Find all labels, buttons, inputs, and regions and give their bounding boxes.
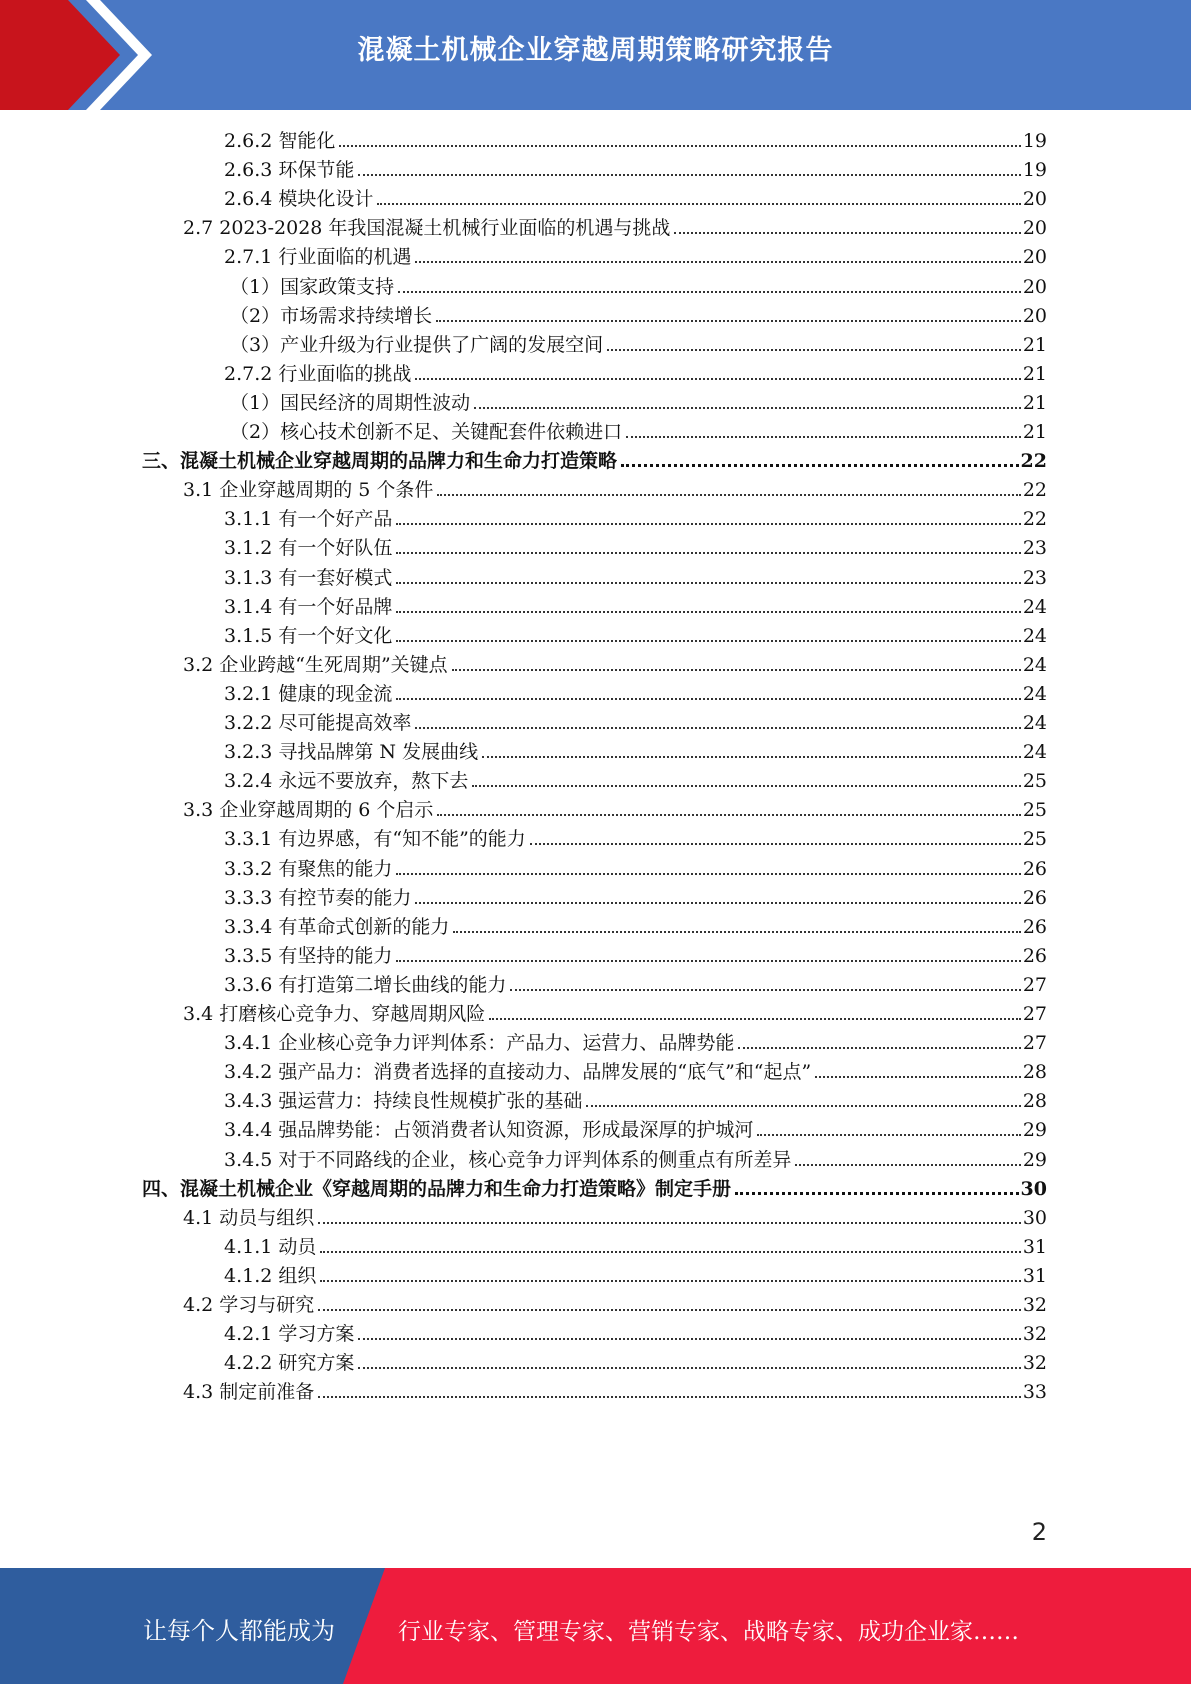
toc-dot-leader <box>320 1280 1020 1282</box>
toc-entry-page: 24 <box>1022 654 1047 676</box>
toc-entry-title: 4.2.1 学习方案 <box>224 1323 355 1345</box>
toc-entry-page: 22 <box>1022 479 1047 501</box>
toc-entry-page: 20 <box>1022 217 1047 239</box>
toc-entry-page: 26 <box>1022 858 1047 880</box>
toc-entry-page: 31 <box>1022 1236 1047 1258</box>
toc-dot-leader <box>626 436 1021 438</box>
toc-entry-page: 26 <box>1022 916 1047 938</box>
toc-entry-page: 21 <box>1022 392 1047 414</box>
toc-entry-title: （2）市场需求持续增长 <box>230 305 433 327</box>
toc-entry[interactable] <box>183 214 1047 242</box>
toc-entry[interactable] <box>224 1349 1047 1377</box>
toc-dot-leader <box>396 960 1020 962</box>
toc-dot-leader <box>320 1251 1020 1253</box>
toc-entry[interactable] <box>224 243 1047 271</box>
toc-entry-title: 3.3.1 有边界感，有“知不能”的能力 <box>224 828 526 850</box>
toc-entry-page: 20 <box>1022 305 1047 327</box>
toc-entry[interactable] <box>183 476 1047 504</box>
toc-entry[interactable] <box>183 1378 1047 1406</box>
toc-entry[interactable] <box>224 593 1047 621</box>
toc-entry[interactable] <box>142 1175 1047 1203</box>
toc-entry[interactable] <box>224 855 1047 883</box>
toc-entry-page: 21 <box>1022 421 1047 443</box>
toc-dot-leader <box>415 378 1020 380</box>
toc-entry[interactable] <box>224 1320 1047 1348</box>
toc-dot-leader <box>415 902 1020 904</box>
toc-dot-leader <box>398 291 1021 293</box>
toc-entry-page: 30 <box>1020 1178 1047 1200</box>
toc-entry-title: 3.3.4 有革命式创新的能力 <box>224 916 450 938</box>
toc-entry[interactable] <box>224 185 1047 213</box>
toc-entry-page: 33 <box>1022 1381 1047 1403</box>
toc-entry-page: 32 <box>1022 1294 1047 1316</box>
toc-entry-title: 3.2 企业跨越“生死周期”关键点 <box>183 654 448 676</box>
toc-entry-page: 28 <box>1022 1061 1047 1083</box>
toc-dot-leader <box>318 1309 1021 1311</box>
toc-entry-page: 27 <box>1022 974 1047 996</box>
toc-entry-title: （3）产业升级为行业提供了广阔的发展空间 <box>230 334 604 356</box>
toc-entry-page: 25 <box>1022 799 1047 821</box>
toc-entry-page: 30 <box>1022 1207 1047 1229</box>
toc-dot-leader <box>339 145 1020 147</box>
toc-entry-title: 3.4.2 强产品力：消费者选择的直接动力、品牌发展的“底气”和“起点” <box>224 1061 812 1083</box>
toc-entry-page: 23 <box>1022 567 1047 589</box>
toc-dot-leader <box>358 1367 1020 1369</box>
toc-entry-page: 23 <box>1022 537 1047 559</box>
toc-entry[interactable] <box>142 447 1047 475</box>
toc-entry-page: 32 <box>1022 1352 1047 1374</box>
toc-entry-title: （2）核心技术创新不足、关键配套件依赖进口 <box>230 421 623 443</box>
toc-dot-leader <box>489 1018 1021 1020</box>
toc-entry-page: 25 <box>1022 770 1047 792</box>
toc-entry-title: 3.3 企业穿越周期的 6 个启示 <box>183 799 434 821</box>
toc-entry-page: 19 <box>1022 159 1047 181</box>
toc-dot-leader <box>318 1396 1021 1398</box>
toc-dot-leader <box>396 611 1020 613</box>
toc-entry-title: 3.1.3 有一套好模式 <box>224 567 393 589</box>
toc-entry-page: 29 <box>1022 1149 1047 1171</box>
page-footer <box>0 1568 1191 1684</box>
toc-entry[interactable] <box>230 273 1047 301</box>
toc-entry-page: 32 <box>1022 1323 1047 1345</box>
toc-dot-leader <box>452 669 1021 671</box>
toc-dot-leader <box>738 1047 1020 1049</box>
toc-entry-title: 2.7.2 行业面临的挑战 <box>224 363 412 385</box>
footer-slogan-left: 让每个人都能成为 <box>143 1617 335 1645</box>
toc-entry[interactable] <box>224 884 1047 912</box>
toc-dot-leader <box>472 785 1020 787</box>
toc-entry-title: 三、混凝土机械企业穿越周期的品牌力和生命力打造策略 <box>142 450 618 472</box>
toc-dot-leader <box>377 203 1020 205</box>
toc-entry-title: 2.6.3 环保节能 <box>224 159 355 181</box>
toc-dot-leader <box>396 873 1020 875</box>
toc-entry-title: 4.3 制定前准备 <box>183 1381 315 1403</box>
toc-dot-leader <box>358 174 1020 176</box>
toc-entry-title: 2.6.2 智能化 <box>224 130 336 152</box>
toc-entry-title: 4.2.2 研究方案 <box>224 1352 355 1374</box>
toc-dot-leader <box>530 843 1021 845</box>
toc-entry-title: 3.2.2 尽可能提高效率 <box>224 712 412 734</box>
toc-dot-leader <box>795 1164 1020 1166</box>
toc-entry-page: 22 <box>1020 450 1047 472</box>
toc-dot-leader <box>510 989 1020 991</box>
toc-dot-leader <box>318 1222 1021 1224</box>
toc-entry[interactable] <box>224 942 1047 970</box>
toc-entry-page: 22 <box>1022 508 1047 530</box>
toc-entry[interactable] <box>224 1058 1047 1086</box>
toc-dot-leader <box>437 814 1020 816</box>
toc-entry-page: 24 <box>1022 741 1047 763</box>
toc-entry[interactable] <box>224 360 1047 388</box>
toc-entry[interactable] <box>224 1262 1047 1290</box>
toc-dot-leader <box>358 1338 1020 1340</box>
toc-entry-title: 3.1.1 有一个好产品 <box>224 508 393 530</box>
toc-entry-page: 24 <box>1022 712 1047 734</box>
toc-dot-leader <box>815 1076 1021 1078</box>
toc-entry[interactable] <box>183 1000 1047 1028</box>
toc-entry-title: 4.1.1 动员 <box>224 1236 317 1258</box>
toc-entry-page: 27 <box>1022 1032 1047 1054</box>
toc-entry-page: 29 <box>1022 1119 1047 1141</box>
toc-entry-page: 25 <box>1022 828 1047 850</box>
toc-entry-page: 28 <box>1022 1090 1047 1112</box>
toc-entry-page: 26 <box>1022 887 1047 909</box>
toc-entry-page: 24 <box>1022 625 1047 647</box>
toc-entry[interactable] <box>183 1291 1047 1319</box>
toc-entry[interactable] <box>224 1116 1047 1144</box>
toc-entry-title: 3.1.5 有一个好文化 <box>224 625 393 647</box>
toc-dot-leader <box>396 698 1020 700</box>
toc-dot-leader <box>436 320 1021 322</box>
toc-entry-page: 20 <box>1022 246 1047 268</box>
toc-dot-leader <box>396 640 1020 642</box>
toc-entry-title: 4.1.2 组织 <box>224 1265 317 1287</box>
toc-dot-leader <box>735 1192 1019 1195</box>
toc-entry-title: 3.4.5 对于不同路线的企业，核心竞争力评判体系的侧重点有所差异 <box>224 1149 792 1171</box>
toc-dot-leader <box>437 494 1020 496</box>
toc-entry[interactable] <box>224 127 1047 155</box>
toc-entry-title: （1）国家政策支持 <box>230 276 395 298</box>
toc-entry[interactable] <box>224 156 1047 184</box>
toc-dot-leader <box>607 349 1021 351</box>
toc-entry-title: 3.3.2 有聚焦的能力 <box>224 858 393 880</box>
toc-entry-title: 3.3.5 有坚持的能力 <box>224 945 393 967</box>
toc-entry-title: 3.2.3 寻找品牌第 N 发展曲线 <box>224 741 479 763</box>
footer-slogan-right: 行业专家、管理专家、营销专家、战略专家、成功企业家…… <box>398 1619 1019 1645</box>
toc-entry-title: 3.4 打磨核心竞争力、穿越周期风险 <box>183 1003 486 1025</box>
toc-dot-leader <box>396 582 1020 584</box>
toc-entry-title: 3.3.6 有打造第二增长曲线的能力 <box>224 974 507 996</box>
toc-entry[interactable] <box>230 331 1047 359</box>
toc-entry-title: 2.7 2023-2028 年我国混凝土机械行业面临的机遇与挑战 <box>183 217 671 239</box>
toc-entry-title: 3.2.1 健康的现金流 <box>224 683 393 705</box>
toc-entry[interactable] <box>224 564 1047 592</box>
toc-entry-title: 2.6.4 模块化设计 <box>224 188 374 210</box>
toc-entry[interactable] <box>224 534 1047 562</box>
toc-entry-page: 26 <box>1022 945 1047 967</box>
toc-entry[interactable] <box>183 651 1047 679</box>
toc-entry[interactable] <box>224 622 1047 650</box>
report-title: 混凝土机械企业穿越周期策略研究报告 <box>357 35 834 66</box>
toc-entry-title: 3.4.4 强品牌势能：占领消费者认知资源，形成最深厚的护城河 <box>224 1119 754 1141</box>
toc-entry[interactable] <box>224 1146 1047 1174</box>
toc-dot-leader <box>396 523 1020 525</box>
toc-entry-page: 19 <box>1022 130 1047 152</box>
toc-entry[interactable] <box>224 1029 1047 1057</box>
page-header <box>0 0 1191 110</box>
toc-dot-leader <box>586 1105 1020 1107</box>
toc-entry-title: 3.1 企业穿越周期的 5 个条件 <box>183 479 434 501</box>
toc-entry-page: 24 <box>1022 683 1047 705</box>
toc-entry-title: 3.3.3 有控节奏的能力 <box>224 887 412 909</box>
toc-entry[interactable] <box>224 913 1047 941</box>
toc-entry-page: 21 <box>1022 334 1047 356</box>
toc-dot-leader <box>674 232 1020 234</box>
toc-entry-title: 3.4.1 企业核心竞争力评判体系：产品力、运营力、品牌势能 <box>224 1032 735 1054</box>
toc-entry[interactable] <box>224 1087 1047 1115</box>
toc-entry[interactable] <box>183 1204 1047 1232</box>
toc-entry[interactable] <box>224 767 1047 795</box>
toc-dot-leader <box>757 1134 1020 1136</box>
toc-entry-title: 3.1.2 有一个好队伍 <box>224 537 393 559</box>
toc-entry-title: 3.4.3 强运营力：持续良性规模扩张的基础 <box>224 1090 583 1112</box>
toc-entry-page: 31 <box>1022 1265 1047 1287</box>
toc-entry-title: 四、混凝土机械企业《穿越周期的品牌力和生命力打造策略》制定手册 <box>142 1178 732 1200</box>
toc-entry[interactable] <box>224 825 1047 853</box>
toc-entry-page: 20 <box>1022 188 1047 210</box>
toc-entry-title: 4.2 学习与研究 <box>183 1294 315 1316</box>
toc-dot-leader <box>453 931 1020 933</box>
toc-entry[interactable] <box>224 680 1047 708</box>
toc-entry-title: 3.2.4 永远不要放弃，熬下去 <box>224 770 469 792</box>
toc-entry-page: 24 <box>1022 596 1047 618</box>
toc-entry[interactable] <box>230 418 1047 446</box>
toc-dot-leader <box>482 756 1021 758</box>
toc-dot-leader <box>474 407 1021 409</box>
toc-entry-page: 27 <box>1022 1003 1047 1025</box>
toc-dot-leader <box>621 464 1019 467</box>
toc-entry-page: 21 <box>1022 363 1047 385</box>
page-number: 2 <box>1031 1518 1047 1546</box>
toc-entry-title: 2.7.1 行业面临的机遇 <box>224 246 412 268</box>
toc-entry-title: 4.1 动员与组织 <box>183 1207 315 1229</box>
toc-entry-title: （1）国民经济的周期性波动 <box>230 392 471 414</box>
toc-entry[interactable] <box>230 389 1047 417</box>
toc-entry-page: 20 <box>1022 276 1047 298</box>
toc-entry[interactable] <box>224 1233 1047 1261</box>
toc-entry[interactable] <box>230 302 1047 330</box>
toc-dot-leader <box>415 261 1020 263</box>
toc-entry-title: 3.1.4 有一个好品牌 <box>224 596 393 618</box>
toc-entry[interactable] <box>224 971 1047 999</box>
toc-entry[interactable] <box>183 796 1047 824</box>
toc-entry[interactable] <box>224 709 1047 737</box>
toc-entry[interactable] <box>224 738 1047 766</box>
toc-dot-leader <box>396 552 1020 554</box>
toc-dot-leader <box>415 727 1020 729</box>
toc-entry[interactable] <box>224 505 1047 533</box>
